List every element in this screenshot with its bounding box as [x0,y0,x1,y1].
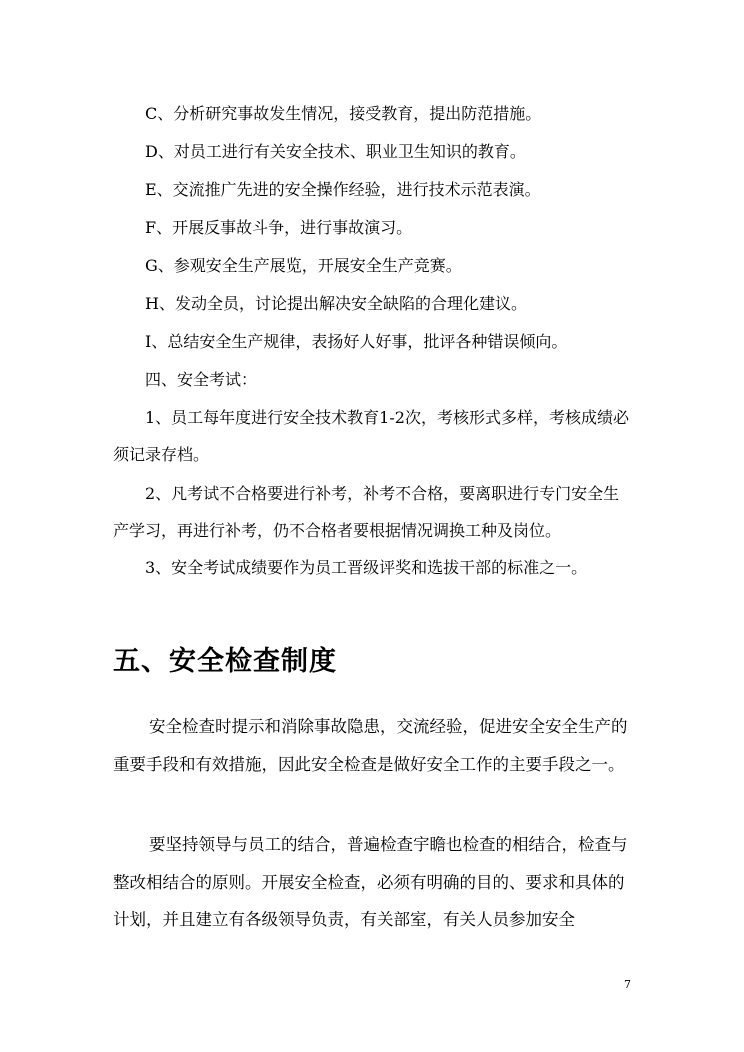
list-item: G、参观安全生产展览，开展安全生产竞赛。 [145,256,462,275]
section-heading: 五、安全检查制度 [113,646,337,677]
list-item: E、交流推广先进的安全操作经验，进行技术示范表演。 [145,180,541,199]
body-paragraph: 要坚持领导与员工的结合，普遍检查宇瞻也检查的相结合，检查与整改相结合的原则。开展安全检查，必须有明确的目的、要求和具体的计划，并且建立有各级领导负责，有关部室，有关人员参加安全 [113,835,628,929]
list-item: 2、凡考试不合格要进行补考，补考不合格，要离职进行专门安全生产学习，再进行补考，仍不合格者要根据情况调换工种及岗位。 [113,484,620,540]
list-item: D、对员工进行有关安全技术、职业卫生知识的教育。 [145,142,526,161]
list-item: H、发动全员，讨论提出解决安全缺陷的合理化建议。 [145,294,527,313]
list-item: 1、员工每年度进行安全技术教育1-2次，考核形式多样，考核成绩必须记录存档。 [113,408,629,464]
body-paragraph: 安全检查时提示和消除事故隐患，交流经验，促进安全安全生产的重要手段和有效措施，因此安全检查是做好安全工作的主要手段之一。 [113,717,628,774]
list-item: F、开展反事故斗争，进行事故演习。 [145,218,413,237]
list-item: 3、安全考试成绩要作为员工晋级评奖和选拔干部的标准之一。 [145,558,588,577]
list-item: C、分析研究事故发生情况，接受教育，提出防范措施。 [145,104,542,123]
page-number: 7 [624,978,631,991]
subsection-title: 四、安全考试： [145,370,258,389]
list-item: I、总结安全生产规律，表扬好人好事，批评各种错误倾向。 [145,332,568,351]
